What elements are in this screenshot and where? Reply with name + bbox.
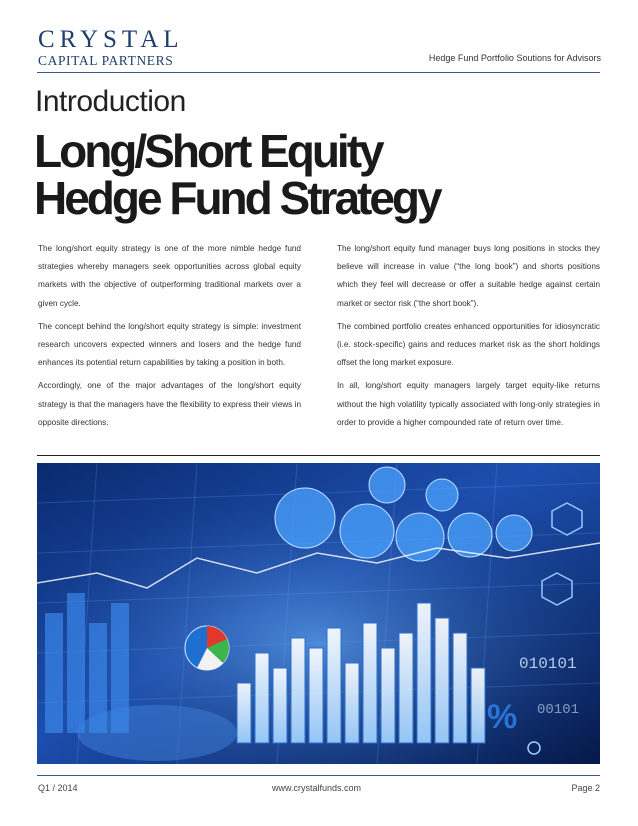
paragraph: The combined portfolio creates enhanced opportunities for idiosyncratic (i.e. stock-specific) gains and reduces market risk as the short holdings offset the long market exposure. (337, 321, 600, 368)
paragraph: Accordingly, one of the major advantages of the long/short equity strategy is that the managers have the flexibility to express their views in opposite directions. (38, 381, 301, 427)
left-column (38, 240, 301, 437)
header-tagline: Hedge Fund Portfolio Soutions for Advisors (428, 53, 601, 63)
finance-illustration (37, 463, 600, 764)
paragraph: The concept behind the long/short equity strategy is simple: investment research uncovers expected winners and losers and the hedge fund enhances its potential return capabilities by taking a position in both. (38, 321, 301, 368)
percent-symbol: % (487, 698, 518, 736)
title-line-1: Long/Short Equity (34, 125, 382, 177)
binary-text-1: 010101 (519, 655, 577, 673)
pie-chart (185, 626, 229, 670)
page-title (34, 125, 440, 224)
paragraph: The long/short equity strategy is one of the more nimble hedge fund strategies whereby managers seek opportunities across global equity markets with the objective of outperforming traditional markets over a given cycle. (38, 244, 301, 308)
section-label: Introduction (35, 85, 186, 118)
page-number: Page 2 (571, 783, 600, 793)
paragraph: The long/short equity fund manager buys long positions in stocks they believe will increase in value (“the long book”) and shorts positions which they feel will decrease or offer a suitable hedge against certain market or sector risk (“the short book”). (337, 244, 600, 308)
footer-website: www.crystalfunds.com (272, 783, 362, 793)
title-line-2: Hedge Fund Strategy (34, 172, 440, 224)
header-divider (37, 72, 600, 73)
footer-divider (37, 775, 600, 776)
logo-wordmark: CRYSTAL (38, 26, 184, 53)
footer-date: Q1 / 2014 (38, 783, 78, 793)
right-column (337, 240, 600, 437)
company-logo (38, 27, 184, 69)
logo-subtitle: CAPITAL PARTNERS (38, 53, 174, 68)
paragraph: In all, long/short equity managers largely target equity-like returns without the high volatility typically associated with long-only strategies in order to provide a higher compounded rate of return over time. (337, 381, 600, 427)
section-divider (37, 455, 600, 456)
binary-text-2: 00101 (537, 702, 580, 718)
